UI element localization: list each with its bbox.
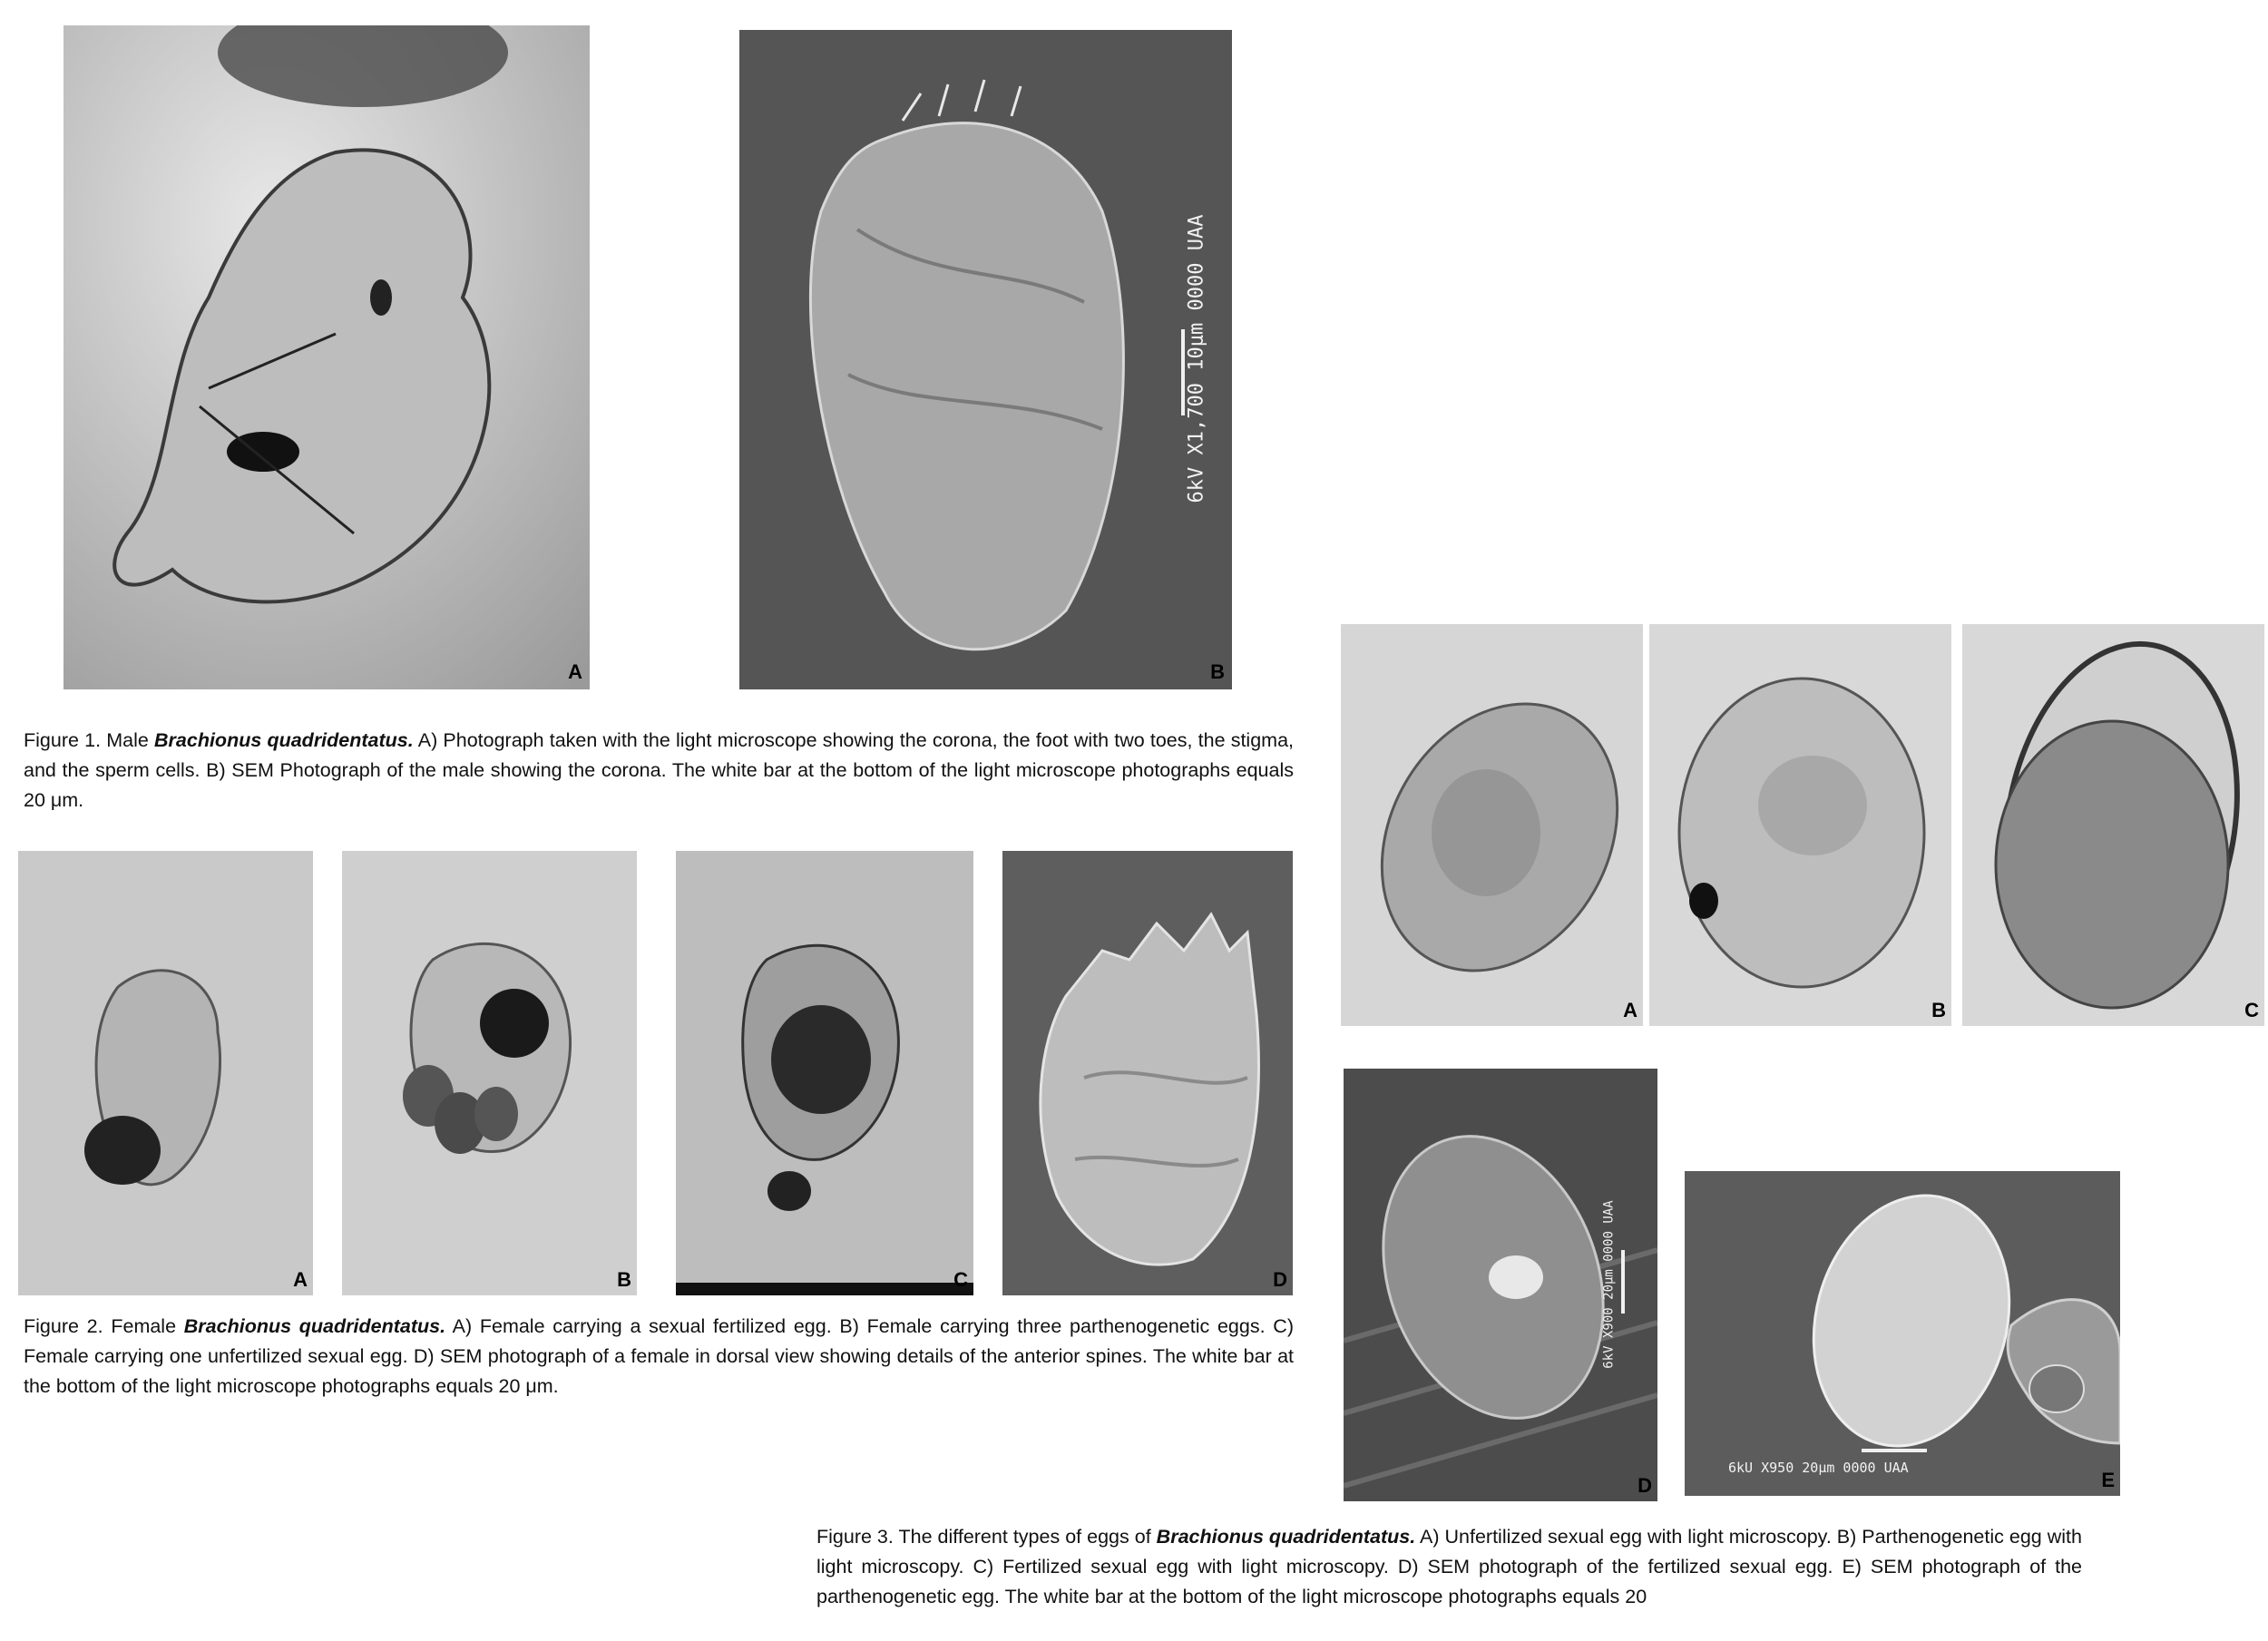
fig1-panel-b-label: B — [1210, 660, 1225, 683]
fig1-panel-b — [739, 30, 1232, 689]
fig3-panel-c — [1962, 624, 2264, 1026]
fig3-panel-b — [1649, 624, 1951, 1026]
fig3-panel-d — [1344, 1069, 1657, 1501]
fig1-sem-annotation: 6kV X1,700 10μm 0000 UAA — [1185, 214, 1208, 503]
fig3b-micrograph — [1649, 624, 1951, 1026]
fig2-species-name: Brachionus quadridentatus. — [183, 1315, 446, 1337]
fig3d-sem-annotation: 6kV X900 20μm 0000 UAA — [1601, 1200, 1617, 1369]
fig2-panel-c-label: C — [953, 1268, 968, 1291]
fig2a-micrograph — [18, 851, 313, 1295]
fig3e-sem-annotation: 6kU X950 20μm 0000 UAA — [1728, 1460, 1909, 1476]
fig2c-micrograph — [676, 851, 973, 1295]
fig3-panel-c-label: C — [2244, 999, 2259, 1021]
fig2-panel-a-label: A — [293, 1268, 308, 1291]
fig2-panel-c — [676, 851, 973, 1295]
fig1-caption: Figure 1. Male Brachionus quadridentatus. A) Photograph taken with the light microscope showing the corona, the foot with two toes, the stigma, and the sperm cells. B) SEM Photograph of the male showing the corona. The white bar at the bottom of the light microscope photographs equals 20 μm. — [24, 729, 1295, 811]
fig3c-micrograph — [1962, 624, 2264, 1026]
fig2d-sem-image — [1002, 851, 1293, 1295]
fig1b-sem-image — [739, 30, 1232, 689]
fig3-caption: Figure 3. The different types of eggs of Brachionus quadridentatus. A) Unfertilized sexual egg with light microscopy. B) Parthenogenetic egg with light microscopy. C) Fertilized sexual egg with light microscopy. D) SEM photograph of the fertilized sexual egg. E) SEM photograph of the parthenogenetic egg. The white bar at the bottom of the light microscope photographs equals 20 — [816, 1526, 2082, 1607]
fig2-panel-b — [342, 851, 637, 1295]
fig1-species-name: Brachionus quadridentatus. — [154, 729, 414, 751]
fig3-panel-a — [1341, 624, 1643, 1026]
fig2b-micrograph — [342, 851, 637, 1295]
fig1-panel-a — [64, 25, 590, 689]
fig3-panel-e — [1685, 1171, 2120, 1496]
fig1a-micrograph — [64, 25, 590, 689]
fig3-panel-e-label: E — [2101, 1469, 2115, 1491]
fig2-panel-b-label: B — [617, 1268, 631, 1291]
fig2-panel-d — [1002, 851, 1293, 1295]
fig1-panel-a-label: A — [568, 660, 582, 683]
fig3a-micrograph — [1341, 624, 1643, 1026]
fig2-panel-d-label: D — [1273, 1268, 1287, 1291]
fig3-panel-d-label: D — [1637, 1474, 1652, 1497]
fig3e-sem-image — [1685, 1171, 2120, 1496]
fig2-caption: Figure 2. Female Brachionus quadridentatus. A) Female carrying a sexual fertilized egg. B) Female carrying three parthenogenetic eggs. C) Female carrying one unfertilized sexual egg. D) SEM photograph of a female in dorsal view showing details of the anterior spines. The white bar at the bottom of the light microscope photographs equals 20 μm. — [24, 1315, 1294, 1397]
fig3-panel-b-label: B — [1931, 999, 1946, 1021]
fig3-panel-a-label: A — [1623, 999, 1637, 1021]
fig3-species-name: Brachionus quadridentatus. — [1156, 1526, 1416, 1548]
fig2-panel-a — [18, 851, 313, 1295]
